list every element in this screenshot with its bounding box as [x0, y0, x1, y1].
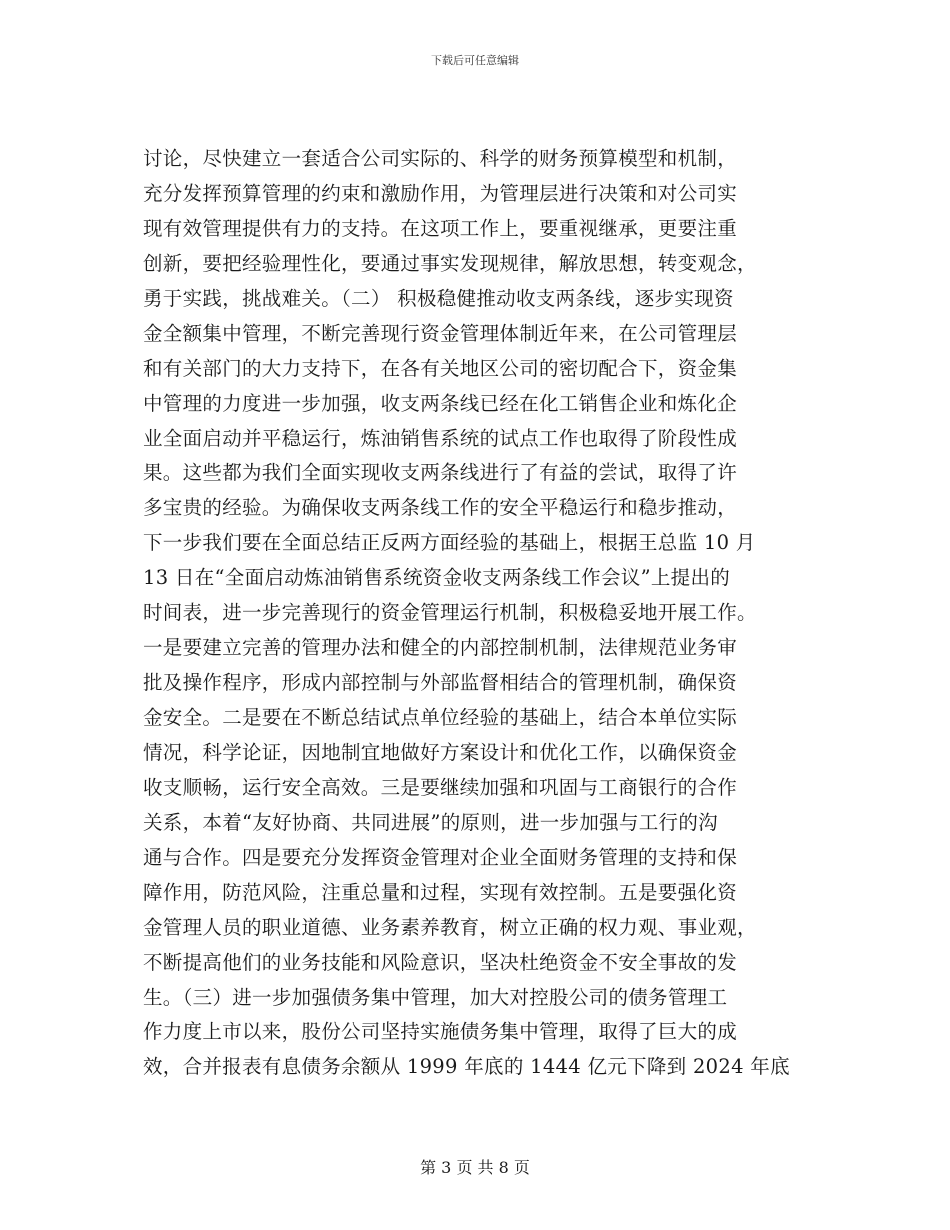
text-line: 中管理的力度进一步加强，收支两条线已经在化工销售企业和炼化企: [143, 391, 738, 415]
body-text: [143, 142, 811, 1085]
text-line: 批及操作程序，形成内部控制与外部监督相结合的管理机制，确保资: [143, 671, 738, 695]
text-line: 金全额集中管理，不断完善现行资金管理体制近年来，在公司管理层: [143, 321, 738, 345]
text-line: 勇于实践，挑战难关。（二） 积极稳健推动收支两条线，逐步实现资: [143, 286, 734, 310]
text-line: 金管理人员的职业道德、业务素养教育，树立正确的权力观、事业观，: [143, 915, 757, 939]
text-line: 13 日在“全面启动炼油销售系统资金收支两条线工作会议”上提出的: [143, 566, 731, 590]
page-header: 下载后可任意编辑: [431, 54, 519, 67]
text-line: 多宝贵的经验。为确保收支两条线工作的安全平稳运行和稳步推动，: [143, 496, 738, 520]
text-line: 通与合作。四是要充分发挥资金管理对企业全面财务管理的支持和保: [143, 845, 738, 869]
text-line: 果。这些都为我们全面实现收支两条线进行了有益的尝试，取得了许: [143, 461, 738, 485]
text-line: 金安全。二是要在不断总结试点单位经验的基础上，结合本单位实际: [143, 706, 738, 729]
text-line: 不断提高他们的业务技能和风险意识，坚决杜绝资金不安全事故的发: [143, 950, 738, 974]
text-line: 效，合并报表有息债务余额从 1999 年底的 1444 亿元下降到 2024 年底: [143, 1055, 790, 1079]
text-line: 业全面启动并平稳运行，炼油销售系统的试点工作也取得了阶段性成: [143, 426, 738, 450]
text-line: 下一步我们要在全面总结正反两方面经验的基础上，根据王总监 10 月: [143, 531, 756, 555]
text-line: 障作用，防范风险，注重总量和过程，实现有效控制。五是要强化资: [143, 880, 738, 904]
text-line: 生。（三）进一步加强债务集中管理，加大对控股公司的债务管理工: [143, 985, 728, 1009]
text-line: 创新，要把经验理性化，要通过事实发现规律，解放思想，转变观念，: [143, 251, 757, 275]
page-number: 第 3 页 共 8 页: [420, 1158, 530, 1177]
text-line: 充分发挥预算管理的约束和激励作用，为管理层进行决策和对公司实: [143, 181, 738, 205]
text-line: 作力度上市以来，股份公司坚持实施债务集中管理，取得了巨大的成: [143, 1020, 738, 1044]
text-line: 情况，科学论证，因地制宜地做好方案设计和优化工作，以确保资金: [143, 740, 738, 764]
text-line: 讨论，尽快建立一套适合公司实际的、科学的财务预算模型和机制，: [143, 147, 738, 170]
text-line: 关系，本着“友好协商、共同进展”的原则，进一步加强与工行的沟: [143, 810, 718, 834]
text-line: 收支顺畅，运行安全高效。三是要继续加强和巩固与工商银行的合作: [143, 775, 738, 799]
text-line: 和有关部门的大力支持下，在各有关地区公司的密切配合下，资金集: [143, 356, 738, 380]
text-line: 一是要建立完善的管理办法和健全的内部控制机制，法律规范业务审: [143, 636, 738, 660]
text-line: 时间表，进一步完善现行的资金管理运行机制，积极稳妥地开展工作。: [143, 601, 757, 625]
text-line: 现有效管理提供有力的支持。在这项工作上，要重视继承，更要注重: [143, 216, 738, 240]
